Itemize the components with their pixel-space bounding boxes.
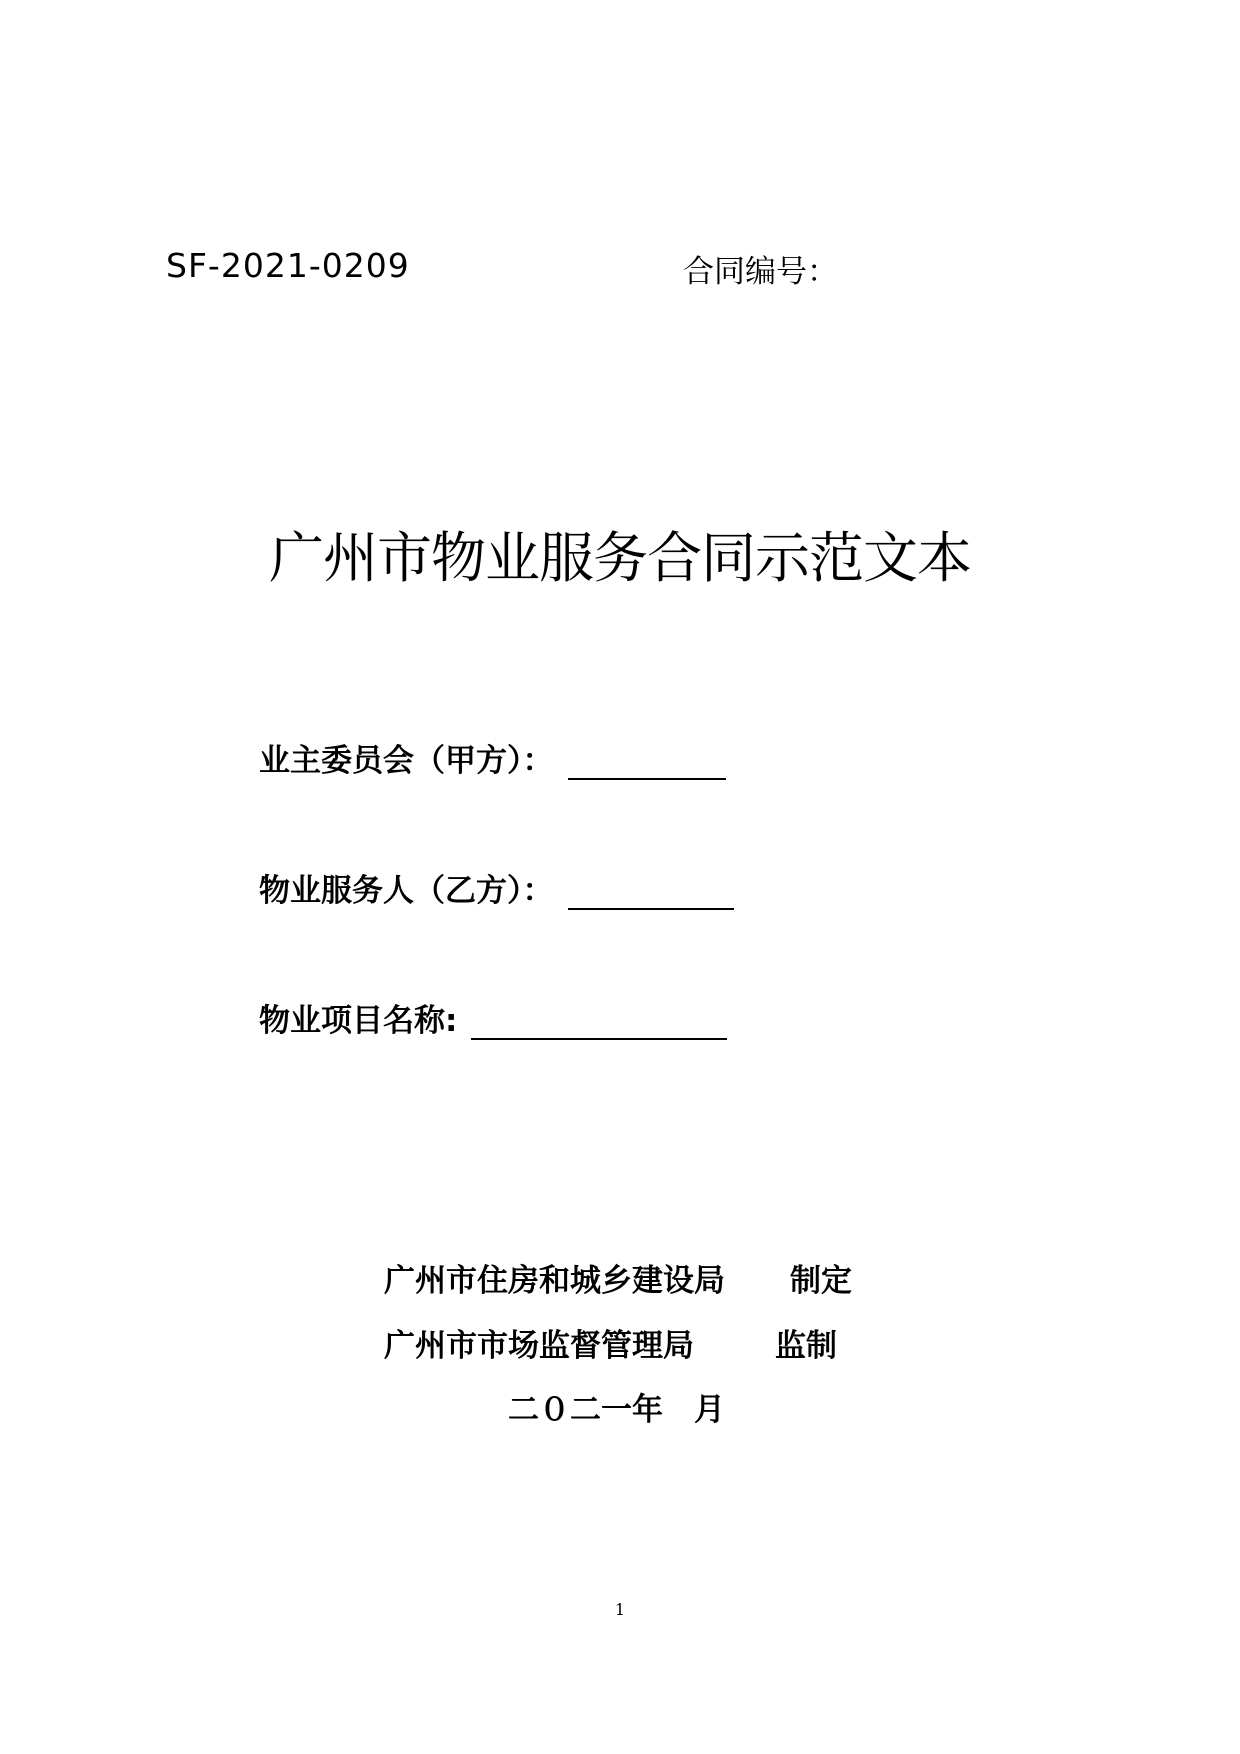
- field-service-provider: [259, 865, 734, 910]
- field-project-blank: [471, 1008, 727, 1040]
- field-owner-blank: [568, 748, 726, 780]
- field-owner-committee: [259, 735, 726, 780]
- field-provider-blank: [568, 878, 734, 910]
- contract-number-label: 合同编号：: [683, 254, 838, 290]
- issuer-housing-bureau: 广州市住房和城乡建设局: [384, 1263, 725, 1299]
- field-provider-label: 物业服务人（乙方）：: [259, 873, 554, 909]
- issuer-housing-role: 制定: [790, 1263, 852, 1299]
- field-project-name: [259, 995, 727, 1040]
- page-title: 广州市物业服务合同示范文本: [268, 526, 971, 590]
- field-project-label: 物业项目名称:: [259, 1003, 458, 1039]
- issuer-market-role: 监制: [775, 1328, 837, 1364]
- page-number: 1: [614, 1600, 626, 1619]
- issuer-market-bureau: 广州市市场监督管理局: [384, 1328, 694, 1364]
- issue-date: 二０二一年 月: [508, 1392, 725, 1428]
- document-code: SF-2021-0209: [166, 246, 410, 285]
- field-owner-label: 业主委员会（甲方）：: [259, 743, 554, 779]
